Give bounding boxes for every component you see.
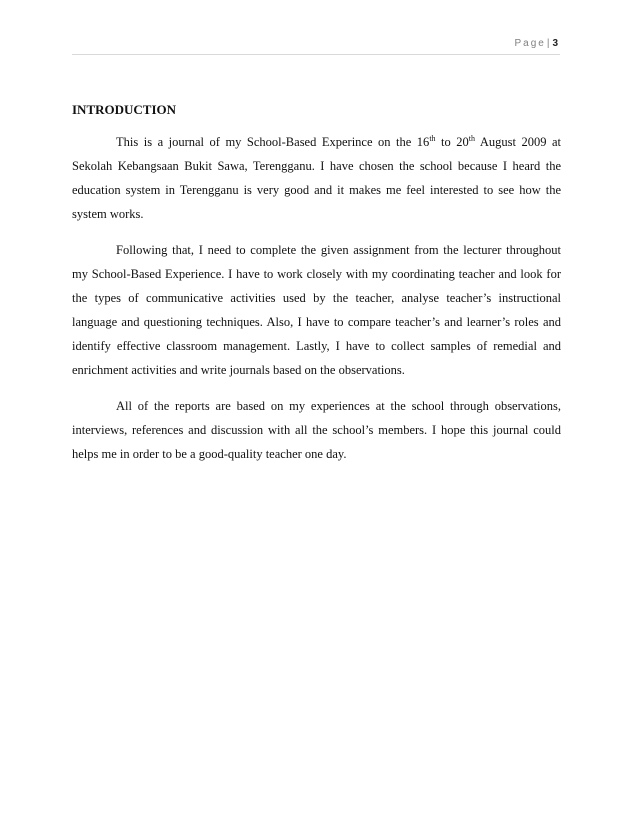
paragraph-1-part-1: This is a journal of my School-Based Experince on the 16: [116, 135, 430, 149]
page-label: Page: [514, 38, 546, 49]
section-heading: INTRODUCTION: [72, 102, 177, 117]
page-header: [72, 36, 560, 55]
paragraph-1: [72, 130, 561, 226]
ordinal-suffix-1: th: [429, 133, 436, 143]
paragraph-3: All of the reports are based on my experiences at the school through observations, interviews, references and discussion with all the school’s members. I hope this journal could helps me in order to be a good-quality teacher one day.: [72, 399, 561, 461]
page-number-indicator: [514, 38, 558, 49]
paragraph-1-part-2: to 20: [435, 135, 469, 149]
document-body: [72, 101, 561, 478]
paragraph-1-part-3: August 2009 at Sekolah Kebangsaan Bukit Sawa, Terengganu. I have chosen the school because I heard the education system in Terengganu is very good and it makes me feel interested to see how the system works.: [72, 135, 561, 221]
ordinal-suffix-2: th: [468, 133, 476, 143]
paragraph-2: Following that, I need to complete the given assignment from the lecturer throughout my School-Based Experience. I have to work closely with my coordinating teacher and look for the types of communicative activities used by the teacher, analyse teacher’s instructional language and questioning techniques. Also, I have to compare teacher’s and learner’s roles and identify effective classroom management. Lastly, I have to collect samples of remedial and enrichment activities and write journals based on the observations.: [72, 243, 561, 377]
page-separator: |: [546, 38, 550, 49]
page-number: 3: [552, 38, 558, 49]
